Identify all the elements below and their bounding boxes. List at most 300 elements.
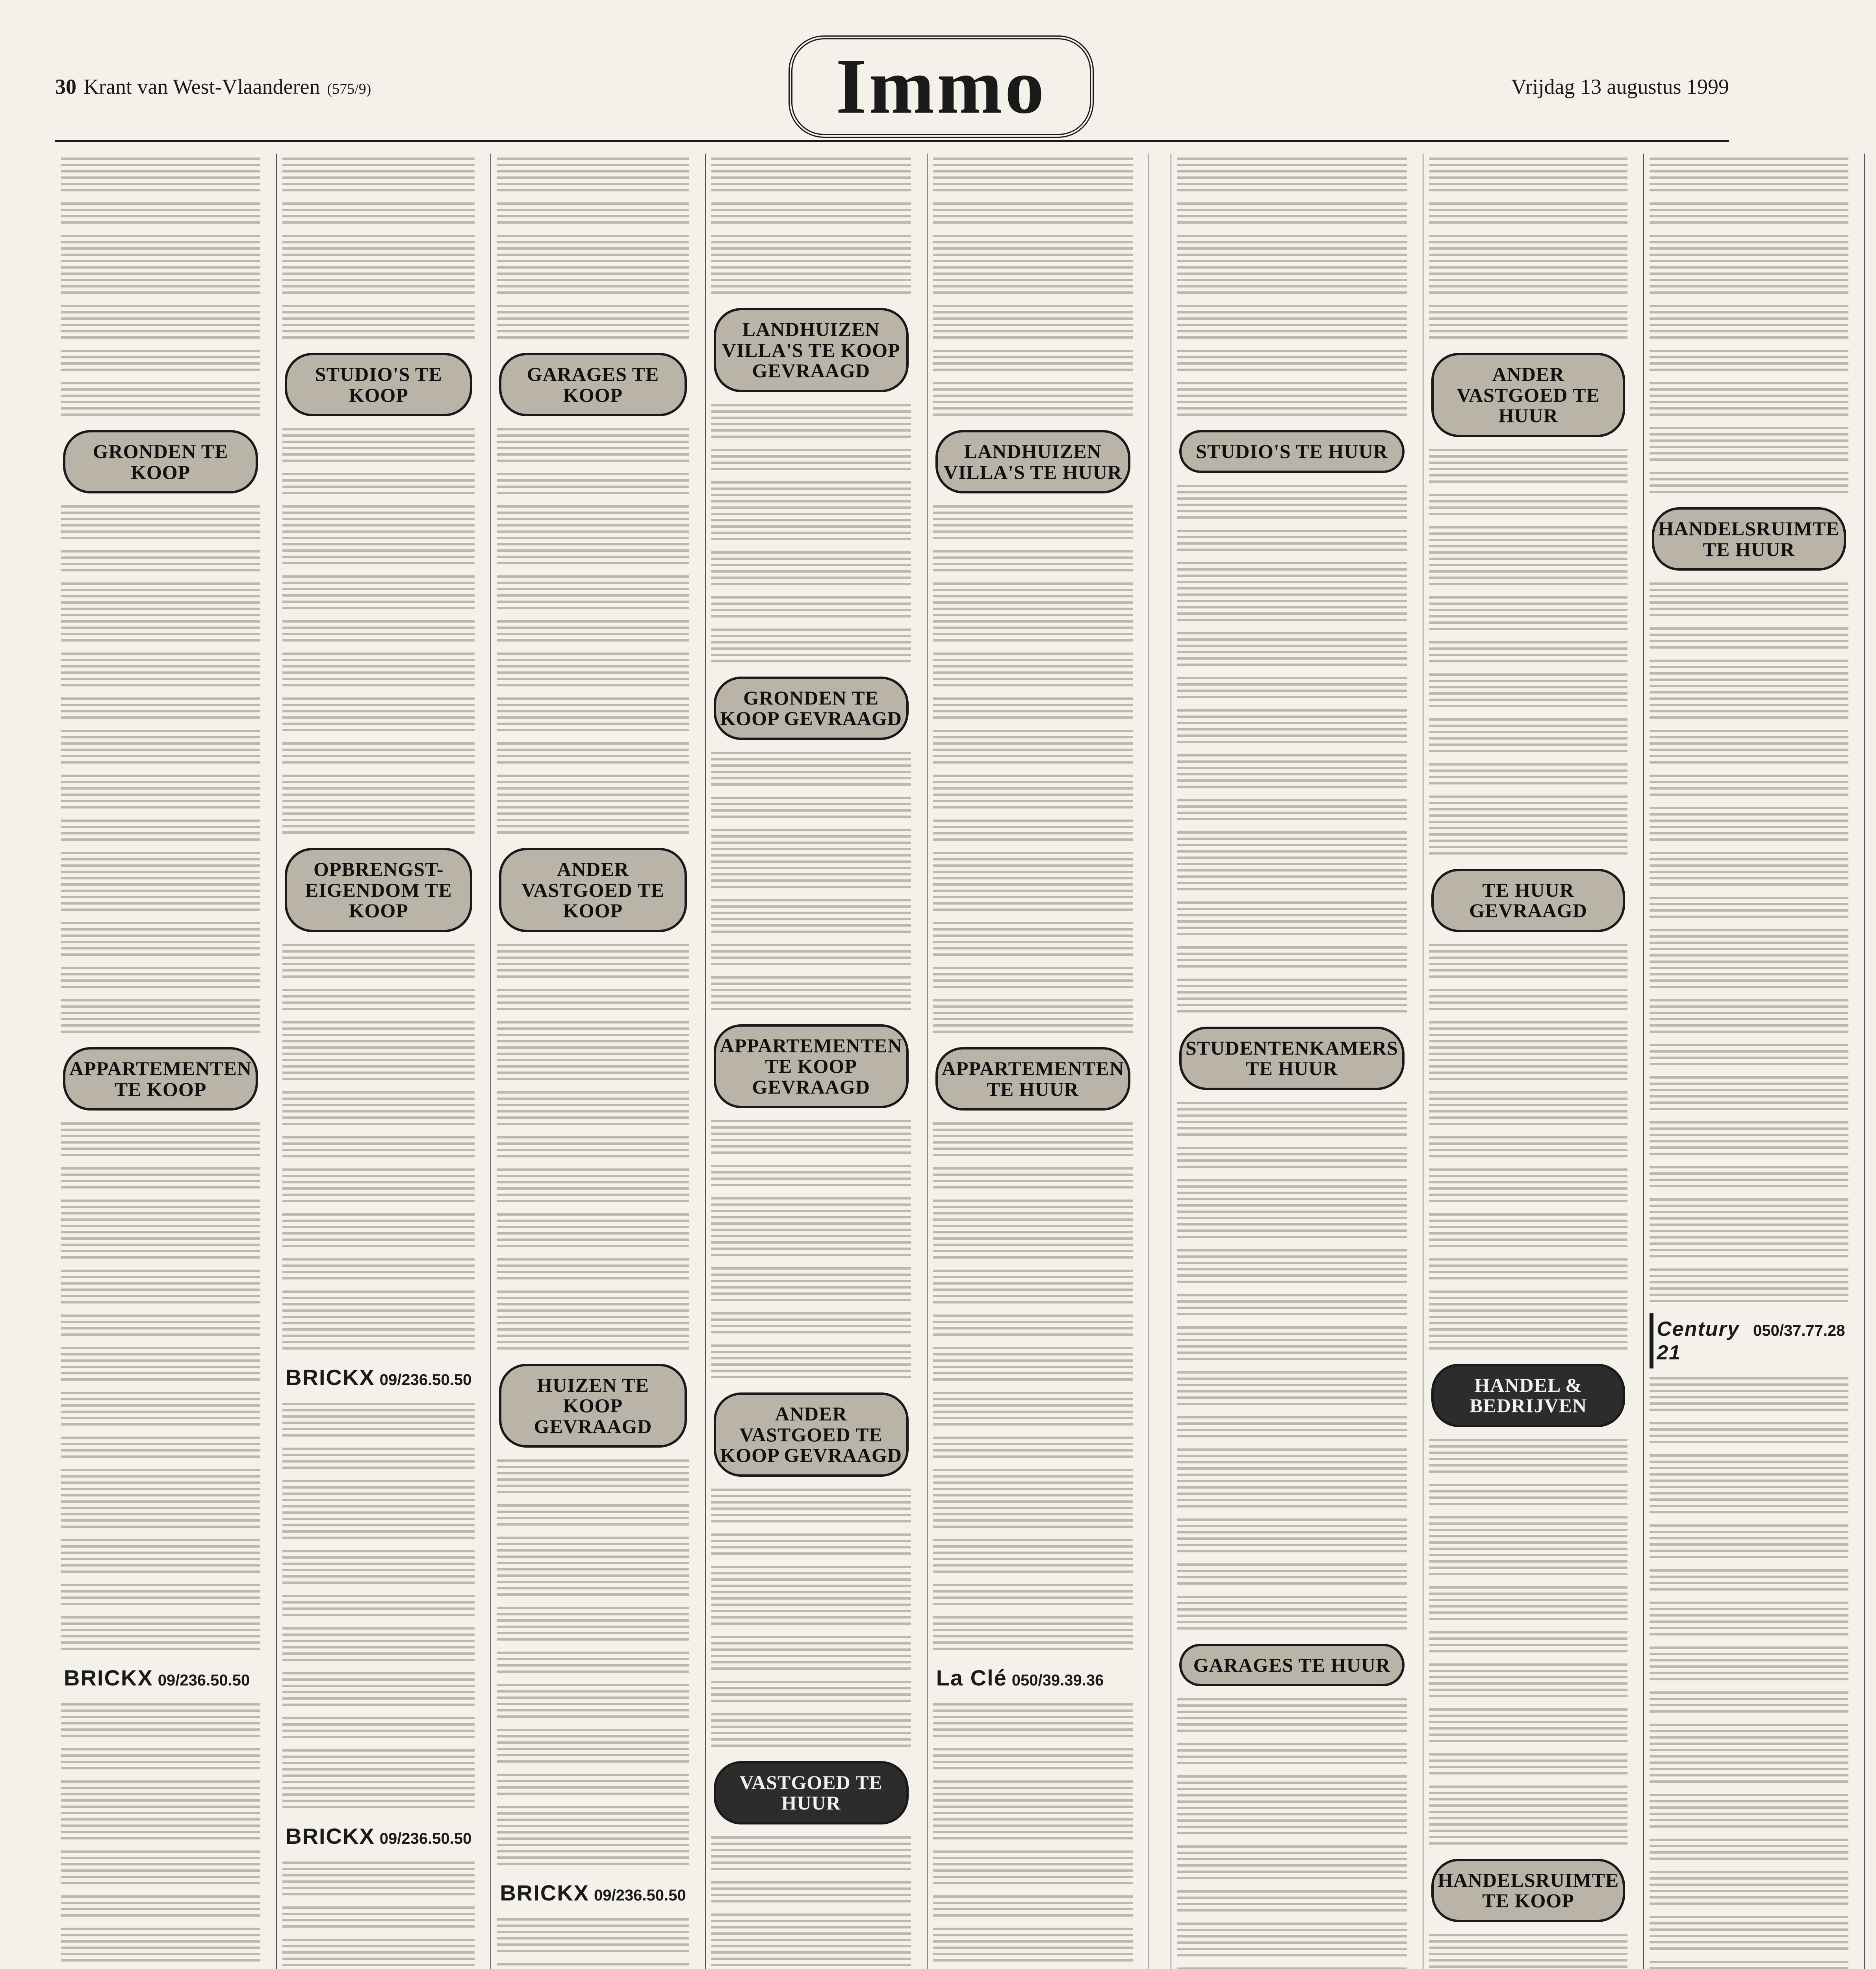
classified-ad	[1429, 718, 1627, 756]
classified-ad	[1429, 989, 1627, 1014]
classified-ad	[1650, 427, 1848, 465]
classified-ad	[711, 158, 911, 195]
classified-ad	[61, 158, 260, 195]
classified-ad	[933, 697, 1133, 723]
classified-ad	[1650, 852, 1848, 890]
classified-ad	[711, 551, 911, 589]
classified-ad	[61, 1850, 260, 1888]
classified-ad	[61, 1895, 260, 1921]
classified-ad	[282, 428, 475, 466]
classified-ad	[1177, 1923, 1407, 1960]
classified-ad	[1177, 158, 1407, 195]
section-header: LANDHUIZEN VILLA'S TE HUUR	[935, 430, 1130, 493]
classified-ad	[933, 158, 1133, 195]
classified-ad	[1650, 1961, 1848, 1969]
classified-ad	[1650, 582, 1848, 620]
classified-ad	[282, 1480, 475, 1543]
classified-ad	[1650, 158, 1848, 195]
classified-ad	[282, 1939, 475, 1969]
section-header: ANDER VASTGOED TE KOOP GEVRAAGD	[714, 1392, 909, 1477]
classified-ad	[61, 582, 260, 645]
classified-ad	[1177, 1326, 1407, 1364]
classified-ad	[1177, 562, 1407, 625]
section-header: ANDER VASTGOED TE KOOP	[499, 848, 687, 932]
classified-ad	[61, 999, 260, 1037]
classified-ad	[497, 235, 689, 298]
classified-ad	[933, 1347, 1133, 1385]
classified-ad	[61, 697, 260, 723]
classified-ad	[497, 742, 689, 768]
classified-ad	[282, 697, 475, 735]
classified-ad	[497, 1963, 689, 1969]
classified-ad	[1177, 485, 1407, 523]
classified-ad	[1429, 202, 1627, 228]
classified-ad	[1650, 1044, 1848, 1069]
classified-ad	[933, 775, 1133, 812]
classified-ad	[61, 1469, 260, 1532]
classified-ad	[711, 1312, 911, 1337]
classified-ad	[711, 1566, 911, 1629]
classified-ad	[497, 1136, 689, 1161]
classified-ad	[282, 575, 475, 613]
column-9	[1643, 154, 1854, 1969]
classified-ad	[282, 158, 475, 195]
classified-ad	[1177, 1102, 1407, 1140]
classified-ad	[1429, 763, 1627, 788]
classified-ad	[1429, 1290, 1627, 1353]
classified-ad	[1650, 1198, 1848, 1261]
classified-ad	[711, 1636, 911, 1674]
classified-ad	[711, 899, 911, 937]
issue-code: (575/9)	[327, 81, 371, 97]
classified-ad	[282, 989, 475, 1014]
agency-name: BRICKX	[64, 1665, 153, 1690]
classified-ad	[61, 1616, 260, 1654]
page-number: 30	[55, 75, 76, 98]
classified-ad	[1177, 1448, 1407, 1511]
classified-ad	[933, 730, 1133, 768]
agency-phone: 050/37.77.28	[1753, 1322, 1845, 1339]
classified-ad	[1177, 235, 1407, 298]
classified-ad	[1650, 382, 1848, 420]
classified-ad	[282, 1595, 475, 1620]
classified-ad	[711, 1489, 911, 1526]
classified-ad	[1429, 944, 1627, 982]
classified-ad	[1429, 1213, 1627, 1251]
agency-phone: 09/236.50.50	[158, 1672, 250, 1689]
section-header: HANDELSRUIMTE TE HUUR	[1652, 507, 1846, 571]
masthead-date	[1511, 74, 1729, 99]
classified-ad	[933, 999, 1133, 1037]
classified-ad	[61, 1200, 260, 1263]
classified-ad	[497, 428, 689, 466]
section-header: APPARTEMENTEN TE KOOP GEVRAAGD	[714, 1024, 909, 1109]
classified-ad	[61, 730, 260, 768]
section-header: VASTGOED TE HUUR	[714, 1761, 909, 1824]
classified-ad	[1429, 1785, 1627, 1848]
classified-ad	[1650, 1724, 1848, 1787]
classified-ad	[282, 1258, 475, 1283]
classified-ad	[1650, 350, 1848, 375]
agency-logo	[933, 1661, 1133, 1695]
classified-ad	[1177, 754, 1407, 792]
classified-ad	[1650, 1794, 1848, 1832]
classified-ad	[933, 1584, 1133, 1609]
section-header: GARAGES TE HUUR	[1179, 1644, 1405, 1687]
classified-ad	[1429, 526, 1627, 589]
classified-ad	[711, 235, 911, 298]
classified-ad	[497, 505, 689, 568]
section-header: APPARTEMENTEN TE HUUR	[935, 1047, 1130, 1111]
classified-ad	[933, 819, 1133, 845]
issue-date: Vrijdag 13 augustus 1999	[1511, 75, 1729, 98]
agency-phone: 050/39.39.36	[1011, 1672, 1104, 1689]
classified-ad	[61, 505, 260, 543]
classified-ad	[497, 1729, 689, 1767]
classified-ad	[711, 596, 911, 621]
classified-ad	[1650, 1076, 1848, 1114]
classified-ad	[1177, 1179, 1407, 1242]
section-header: HANDEL & BEDRIJVEN	[1431, 1364, 1625, 1427]
classified-ad	[1177, 1596, 1407, 1633]
classified-ad	[497, 202, 689, 228]
classified-ad	[1177, 946, 1407, 972]
classified-ad	[1177, 1775, 1407, 1838]
classified-ad	[61, 1122, 260, 1160]
classified-ad	[1429, 641, 1627, 666]
classified-ad	[497, 697, 689, 735]
classified-ad	[1650, 1871, 1848, 1909]
classified-ad	[282, 1672, 475, 1710]
agency-phone: 09/236.50.50	[379, 1371, 472, 1389]
agency-phone: 09/236.50.50	[594, 1887, 686, 1904]
classified-ad	[282, 1213, 475, 1251]
classified-ad	[282, 1717, 475, 1742]
classified-ad	[497, 473, 689, 498]
classified-ad	[497, 1806, 689, 1869]
classified-ad	[1650, 807, 1848, 845]
classified-ad	[933, 1315, 1133, 1340]
classified-ad	[282, 742, 475, 768]
classified-ad	[61, 775, 260, 812]
section-title: Immo	[789, 35, 1094, 138]
classified-ad	[282, 1550, 475, 1588]
classified-ad	[1429, 1021, 1627, 1084]
classified-ad	[61, 1270, 260, 1307]
column-3	[490, 154, 694, 1969]
classified-ad	[1650, 1602, 1848, 1639]
classified-ad	[61, 350, 260, 375]
classified-ad	[282, 473, 475, 498]
classified-ad	[1177, 1563, 1407, 1589]
agency-logo	[1650, 1313, 1848, 1368]
classified-ad	[1429, 494, 1627, 519]
classified-ad	[282, 1448, 475, 1473]
classified-ad	[497, 653, 689, 690]
classified-ad	[1650, 660, 1848, 723]
classified-ad	[1177, 1416, 1407, 1441]
classified-ad	[1177, 350, 1407, 375]
classified-ad	[61, 653, 260, 690]
column-1	[55, 154, 266, 1969]
classified-ad	[61, 235, 260, 298]
classified-ad	[933, 505, 1133, 543]
section-header: GRONDEN TE KOOP	[63, 430, 258, 493]
agency-logo	[282, 1819, 475, 1853]
classified-ad	[1429, 1708, 1627, 1746]
classified-ad	[282, 1290, 475, 1353]
classified-ad	[497, 158, 689, 195]
agency-name: BRICKX	[286, 1823, 375, 1848]
classified-ad	[933, 1270, 1133, 1307]
classified-ad	[1177, 1518, 1407, 1556]
section-header: STUDIO'S TE KOOP	[285, 353, 472, 416]
masthead-left	[55, 74, 371, 99]
classified-ad	[1650, 897, 1848, 922]
classified-ad	[933, 852, 1133, 915]
classified-ad	[1429, 158, 1627, 195]
column-6	[1149, 154, 1160, 1969]
classified-ad	[711, 481, 911, 544]
classified-ad	[933, 1437, 1133, 1462]
agency-logo	[61, 1661, 260, 1695]
classified-ad	[497, 1258, 689, 1283]
classified-ad	[61, 1748, 260, 1773]
classified-ad	[1177, 530, 1407, 555]
classified-ad	[282, 944, 475, 982]
classified-ad	[933, 382, 1133, 420]
classified-ad	[1650, 202, 1848, 228]
classified-ad	[1177, 1147, 1407, 1172]
classified-ad	[282, 653, 475, 690]
classified-ad	[1650, 1268, 1848, 1306]
classified-ad	[497, 1774, 689, 1799]
classified-ad	[1177, 901, 1407, 939]
classified-ad	[711, 1881, 911, 1906]
section-header: STUDENTENKAMERS TE HUUR	[1179, 1027, 1405, 1090]
column-4	[705, 154, 917, 1969]
classified-ad	[711, 629, 911, 666]
classified-ad	[1650, 1524, 1848, 1562]
classified-ad	[933, 1539, 1133, 1577]
classified-ad	[497, 1918, 689, 1956]
classified-ad	[1429, 235, 1627, 298]
classified-ad	[1177, 1967, 1407, 1969]
classified-ad	[61, 382, 260, 420]
classified-ad	[1650, 775, 1848, 800]
classified-ad	[1429, 1258, 1627, 1283]
classified-ad	[1177, 1743, 1407, 1768]
classified-ad	[1177, 1294, 1407, 1319]
classified-ad	[497, 775, 689, 838]
section-header: OPBRENGST-EIGENDOM TE KOOP	[285, 848, 472, 932]
column-7	[1171, 154, 1412, 1969]
classified-ad	[1177, 1890, 1407, 1915]
classified-ad	[1429, 1631, 1627, 1656]
classified-ad	[282, 505, 475, 568]
classified-ad	[711, 1120, 911, 1158]
classified-ad	[1650, 627, 1848, 653]
classified-ad	[497, 620, 689, 645]
classified-ad	[61, 305, 260, 343]
classified-ad	[1650, 999, 1848, 1037]
classified-ad	[1429, 1091, 1627, 1129]
classified-ad	[61, 922, 260, 960]
classified-ad	[1429, 596, 1627, 634]
section-header: APPARTEMENTEN TE KOOP	[63, 1047, 258, 1111]
classified-ad	[1650, 472, 1848, 497]
classified-ad	[61, 1437, 260, 1462]
classified-ad	[933, 1392, 1133, 1429]
classified-ad	[933, 305, 1133, 343]
classified-ad	[933, 1469, 1133, 1532]
classified-ad	[1650, 1377, 1848, 1415]
classified-ad	[933, 1200, 1133, 1263]
classified-ad	[1177, 305, 1407, 343]
agency-logo	[497, 1876, 689, 1910]
classified-ad	[497, 1607, 689, 1645]
classified-ad	[497, 944, 689, 982]
agency-name: Century 21	[1657, 1318, 1740, 1364]
classified-ad	[933, 202, 1133, 228]
classified-ad	[497, 989, 689, 1014]
classified-ad	[1650, 1839, 1848, 1864]
column-2	[276, 154, 480, 1969]
section-header: ANDER VASTGOED TE HUUR	[1431, 353, 1625, 437]
section-header: TE HUUR GEVRAAGD	[1431, 869, 1625, 932]
classified-ad	[497, 1168, 689, 1206]
section-header: HANDELSRUIMTE TE KOOP	[1431, 1859, 1625, 1922]
classified-ad	[282, 1136, 475, 1161]
classified-ad	[711, 1197, 911, 1260]
classified-ad	[933, 550, 1133, 575]
classified-ad	[1177, 632, 1407, 670]
classified-ad	[711, 1681, 911, 1706]
classified-ad	[1650, 730, 1848, 768]
classified-ad	[1429, 1136, 1627, 1161]
column-8	[1423, 154, 1633, 1969]
classified-ad	[933, 235, 1133, 298]
classified-ad	[711, 1267, 911, 1305]
section-header: STUDIO'S TE HUUR	[1179, 430, 1405, 473]
classified-ad	[1177, 677, 1407, 702]
classified-ad	[61, 1392, 260, 1429]
agency-name: BRICKX	[500, 1880, 590, 1905]
classified-ad	[1177, 1371, 1407, 1409]
classified-ad	[1177, 799, 1407, 824]
classified-ad	[933, 1850, 1133, 1888]
classified-ad	[61, 202, 260, 228]
classified-ad	[1650, 1121, 1848, 1159]
classified-ad	[61, 1780, 260, 1843]
classified-ad	[1429, 673, 1627, 711]
classified-ad	[933, 1703, 1133, 1741]
classified-ad	[282, 620, 475, 645]
classified-ad	[282, 202, 475, 228]
classified-ad	[497, 1652, 689, 1677]
masthead-rule	[55, 140, 1729, 142]
classified-ad	[497, 1290, 689, 1353]
classified-ad	[282, 1627, 475, 1665]
classified-ad	[282, 1906, 475, 1932]
classified-ad	[1650, 1916, 1848, 1954]
classified-ad	[711, 404, 911, 442]
classified-ad	[711, 1836, 911, 1874]
classified-ad	[61, 1167, 260, 1192]
classified-ad	[497, 1537, 689, 1600]
classified-ad	[282, 1749, 475, 1812]
classified-ad	[1650, 1166, 1848, 1191]
classified-ad	[711, 1913, 911, 1969]
masthead	[55, 35, 1729, 138]
classified-ad	[497, 575, 689, 613]
classified-ad	[933, 1895, 1133, 1921]
classified-ad	[282, 1403, 475, 1441]
classified-ad	[1650, 1454, 1848, 1517]
classified-ad	[1650, 305, 1848, 343]
classified-ad	[1650, 1646, 1848, 1684]
classified-ad	[1429, 1753, 1627, 1778]
classified-ad	[711, 1344, 911, 1382]
classified-ad	[1429, 1516, 1627, 1579]
classified-ad	[1650, 1691, 1848, 1717]
classified-ad	[1650, 1422, 1848, 1447]
classified-ad	[1429, 1439, 1627, 1477]
classified-ad	[933, 1928, 1133, 1965]
classified-ad	[711, 944, 911, 969]
classified-ad	[497, 1213, 689, 1251]
classified-ad	[711, 1533, 911, 1559]
classified-ad	[497, 1091, 689, 1129]
classified-ad	[1429, 795, 1627, 858]
classified-ad	[933, 1167, 1133, 1192]
classified-ad	[1177, 202, 1407, 228]
classified-ad	[497, 1459, 689, 1497]
classified-ad	[1650, 235, 1848, 298]
classified-ad	[933, 922, 1133, 960]
classified-ad	[497, 1684, 689, 1722]
classified-ad	[711, 1165, 911, 1190]
classified-ad	[61, 550, 260, 575]
classified-ad	[1650, 929, 1848, 992]
classified-ad	[61, 1584, 260, 1609]
column-5	[927, 154, 1138, 1969]
classified-ad	[933, 653, 1133, 690]
classified-ad	[61, 852, 260, 915]
classified-ad	[933, 1122, 1133, 1160]
classified-ad	[61, 1539, 260, 1577]
classified-ad	[61, 967, 260, 992]
classified-ad	[1177, 1249, 1407, 1287]
agency-name: BRICKX	[286, 1365, 375, 1390]
classified-ad	[1429, 1484, 1627, 1509]
classified-ad	[1177, 979, 1407, 1016]
classified-ad	[1177, 1845, 1407, 1883]
classified-ad	[61, 1347, 260, 1385]
column-10	[1864, 154, 1876, 1969]
classified-ad	[282, 1168, 475, 1206]
classified-ad	[282, 235, 475, 298]
classified-ad	[282, 1091, 475, 1129]
classified-ad	[282, 775, 475, 838]
classified-ad	[1429, 1168, 1627, 1206]
agency-logo	[282, 1361, 475, 1394]
classified-ad	[933, 582, 1133, 645]
section-header: GRONDEN TE KOOP GEVRAAGD	[714, 677, 909, 740]
classified-ad	[1177, 709, 1407, 747]
classified-ad	[711, 1713, 911, 1751]
classified-ad	[282, 1021, 475, 1084]
